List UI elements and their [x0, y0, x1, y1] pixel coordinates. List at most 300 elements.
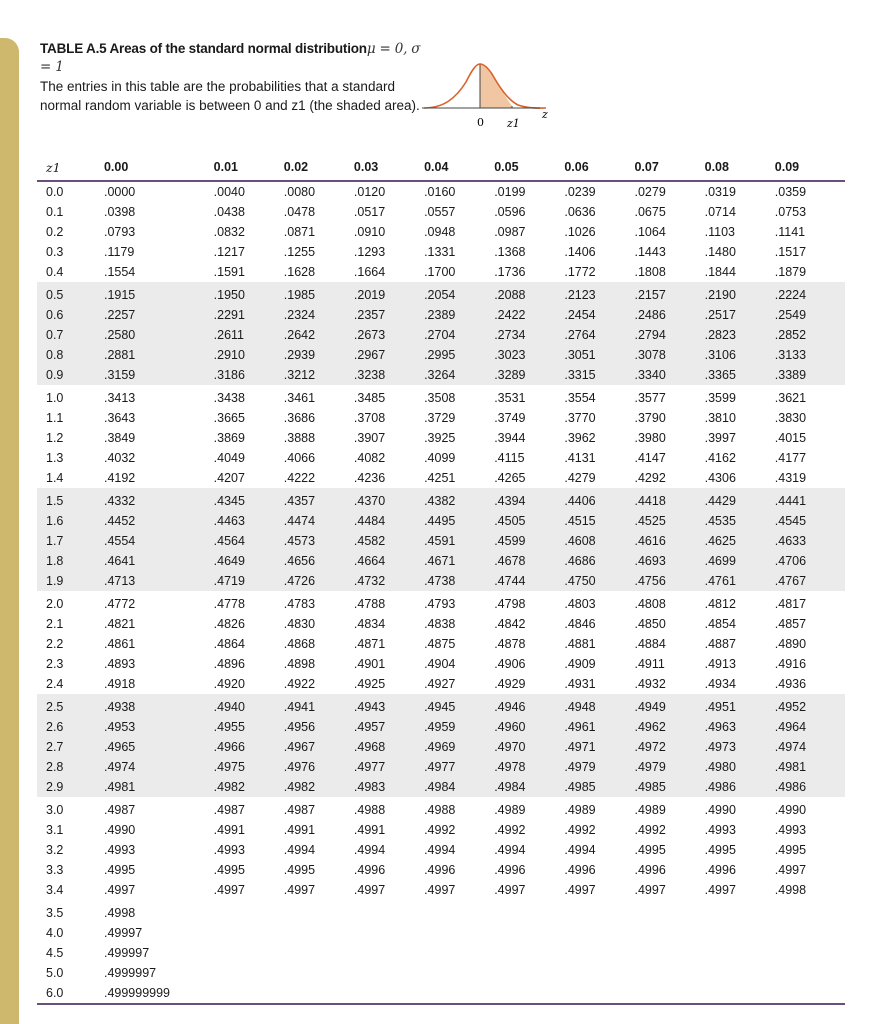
z-value-cell: 1.0	[46, 391, 64, 405]
probability-cell: .2611	[214, 325, 284, 345]
probability-cell	[634, 963, 704, 983]
probability-cell: .1915	[104, 282, 214, 305]
probability-cell: .4429	[705, 488, 775, 511]
header-z1: z1	[37, 154, 104, 181]
probability-cell: .4834	[353, 617, 386, 631]
probability-cell: .4995	[704, 843, 736, 857]
probability-cell	[214, 983, 284, 1004]
table-row	[37, 614, 845, 634]
table-row	[37, 448, 845, 468]
table-row	[37, 325, 845, 345]
probability-cell: .2422	[494, 305, 564, 325]
probability-cell: .4945	[424, 694, 494, 717]
probability-cell: .4394	[494, 488, 564, 511]
probability-cell: .4772	[103, 597, 136, 611]
standard-normal-table	[37, 154, 845, 1005]
probability-cell: .1141	[774, 225, 806, 239]
probability-cell: .0359	[774, 185, 807, 199]
probability-cell: .0199	[494, 185, 526, 199]
probability-cell: .1950	[214, 282, 284, 305]
probability-cell: .49997	[103, 926, 143, 940]
probability-cell: .4956	[284, 717, 354, 737]
probability-cell: .4980	[705, 757, 775, 777]
probability-cell: .2764	[564, 325, 634, 345]
table-row	[37, 923, 845, 943]
probability-cell: .2157	[634, 282, 704, 305]
shaded-area	[480, 64, 512, 108]
probability-cell: .2910	[214, 345, 284, 365]
probability-cell: .4319	[774, 471, 807, 485]
probability-cell: .4525	[634, 511, 704, 531]
table-row	[37, 571, 845, 591]
probability-cell: .1517	[774, 245, 807, 259]
probability-cell: .3212	[284, 365, 354, 385]
probability-cell: .4699	[705, 551, 775, 571]
probability-cell: .4582	[354, 531, 424, 551]
probability-cell: .0438	[213, 205, 245, 219]
header-col-0.02: 0.02	[284, 154, 354, 181]
probability-cell: .4901	[353, 657, 386, 671]
z-value-cell: 2.7	[37, 737, 104, 757]
probability-cell: .4996	[494, 863, 526, 877]
probability-cell: .4846	[564, 617, 596, 631]
z-value-cell: 1.1	[46, 411, 64, 425]
probability-cell: .4997	[704, 883, 736, 897]
probability-cell: .4981	[775, 757, 845, 777]
probability-cell: .4978	[494, 757, 564, 777]
probability-cell	[424, 963, 494, 983]
probability-cell: .4977	[424, 757, 494, 777]
table-row	[37, 591, 845, 614]
table-row	[37, 983, 845, 1004]
probability-cell: .4993	[774, 823, 807, 837]
probability-cell: .4591	[424, 531, 494, 551]
probability-cell: .4984	[494, 777, 564, 797]
z-value-cell: 3.2	[46, 843, 64, 857]
probability-cell: .4162	[704, 451, 736, 465]
probability-cell: .4977	[354, 757, 424, 777]
probability-cell: .4732	[354, 571, 424, 591]
probability-cell: .4990	[103, 823, 136, 837]
probability-cell: .3997	[704, 431, 736, 445]
probability-cell	[634, 900, 704, 923]
header-col-0.06: 0.06	[564, 154, 634, 181]
probability-cell: .4678	[494, 551, 564, 571]
probability-cell	[775, 943, 845, 963]
probability-cell: .4994	[424, 843, 456, 857]
probability-cell: .2852	[775, 325, 845, 345]
probability-cell: .4706	[775, 551, 845, 571]
probability-cell: .4979	[564, 757, 634, 777]
probability-cell: .1026	[564, 225, 596, 239]
probability-cell	[775, 923, 845, 943]
probability-cell: .1255	[283, 245, 316, 259]
header-col-0.08: 0.08	[705, 154, 775, 181]
probability-cell: .4973	[705, 737, 775, 757]
probability-cell: .4884	[634, 637, 666, 651]
probability-cell: .4998	[103, 906, 136, 920]
probability-cell: .4857	[774, 617, 807, 631]
z-value-cell: 4.0	[46, 926, 64, 940]
probability-cell: .4671	[424, 551, 494, 571]
probability-cell: .4147	[634, 451, 666, 465]
probability-cell: .4997	[634, 883, 666, 897]
table-row	[37, 511, 845, 531]
probability-cell	[775, 983, 845, 1004]
header-col-0.09: 0.09	[775, 154, 845, 181]
probability-cell: .4484	[354, 511, 424, 531]
probability-cell: .4878	[494, 637, 526, 651]
probability-cell: .4963	[705, 717, 775, 737]
probability-cell	[705, 983, 775, 1004]
probability-cell: .4726	[284, 571, 354, 591]
probability-cell: .4236	[353, 471, 386, 485]
probability-cell: .2019	[354, 282, 424, 305]
probability-cell	[354, 943, 424, 963]
probability-cell: .4964	[775, 717, 845, 737]
probability-cell	[494, 983, 564, 1004]
z-value-cell: 0.4	[46, 265, 64, 279]
probability-cell: .4995	[634, 843, 666, 857]
probability-cell: .4049	[213, 451, 245, 465]
probability-cell: .4993	[704, 823, 736, 837]
probability-cell: .3577	[634, 391, 666, 405]
table-row	[37, 385, 845, 408]
header-col-0.03: 0.03	[354, 154, 424, 181]
probability-cell: .4817	[774, 597, 807, 611]
probability-cell: .0398	[103, 205, 136, 219]
table-row	[37, 820, 845, 840]
probability-cell: .4994	[564, 843, 596, 857]
table-title: TABLE A.5 Areas of the standard normal distributionμ = 0, σ = 1	[40, 41, 421, 75]
probability-cell	[284, 983, 354, 1004]
probability-cell	[705, 963, 775, 983]
probability-cell: .2190	[705, 282, 775, 305]
probability-cell: .4761	[705, 571, 775, 591]
probability-cell: .4968	[354, 737, 424, 757]
probability-cell: .3962	[564, 431, 596, 445]
header-col-0.04: 0.04	[424, 154, 494, 181]
probability-cell: .1179	[103, 245, 135, 259]
probability-cell: .4909	[564, 657, 596, 671]
z-value-cell: 0.8	[37, 345, 104, 365]
probability-cell: .1406	[564, 245, 596, 259]
probability-cell: .0080	[283, 185, 316, 199]
probability-cell	[354, 900, 424, 923]
table-row	[37, 488, 845, 511]
probability-cell: .4599	[494, 531, 564, 551]
probability-cell	[214, 923, 284, 943]
probability-cell: .4463	[214, 511, 284, 531]
probability-cell: .3810	[704, 411, 736, 425]
probability-cell: .4979	[634, 757, 704, 777]
probability-cell: .4906	[494, 657, 526, 671]
z-value-cell: 1.6	[37, 511, 104, 531]
probability-cell: .4974	[775, 737, 845, 757]
probability-cell: .4987	[103, 803, 136, 817]
probability-cell: .4916	[774, 657, 807, 671]
z-value-cell: 3.0	[46, 803, 64, 817]
probability-cell: .3389	[775, 365, 845, 385]
probability-cell: .4783	[283, 597, 316, 611]
z-value-cell: 1.2	[46, 431, 64, 445]
probability-cell: .4767	[775, 571, 845, 591]
probability-cell: .2939	[284, 345, 354, 365]
probability-cell: .3051	[564, 345, 634, 365]
probability-cell: .4292	[634, 471, 666, 485]
probability-cell	[564, 983, 634, 1004]
probability-cell: .4997	[494, 883, 526, 897]
table-row	[37, 654, 845, 674]
probability-cell: .4495	[424, 511, 494, 531]
probability-cell: .4995	[103, 863, 136, 877]
probability-cell: .4868	[283, 637, 316, 651]
table-row	[37, 551, 845, 571]
probability-cell: .4854	[704, 617, 736, 631]
probability-cell	[424, 923, 494, 943]
z-value-cell: 5.0	[46, 966, 64, 980]
probability-cell: .4082	[353, 451, 386, 465]
z-value-cell: 3.4	[46, 883, 64, 897]
probability-cell	[214, 963, 284, 983]
probability-cell: .4032	[103, 451, 136, 465]
probability-cell: .3289	[494, 365, 564, 385]
probability-cell: .4934	[704, 677, 736, 691]
z-value-cell: 2.4	[46, 677, 64, 691]
probability-cell: .4370	[354, 488, 424, 511]
probability-cell: .3708	[353, 411, 386, 425]
probability-cell: .4986	[705, 777, 775, 797]
probability-cell: .3133	[775, 345, 845, 365]
probability-cell: .4982	[214, 777, 284, 797]
z-value-cell: 1.7	[37, 531, 104, 551]
probability-cell: .0239	[564, 185, 596, 199]
probability-cell: .3665	[213, 411, 245, 425]
probability-cell: .4177	[774, 451, 807, 465]
probability-cell: .2673	[354, 325, 424, 345]
probability-cell: .4713	[104, 571, 214, 591]
probability-cell: .2486	[634, 305, 704, 325]
probability-cell: .4929	[494, 677, 526, 691]
probability-cell: .4656	[284, 551, 354, 571]
probability-cell: .4952	[775, 694, 845, 717]
z-value-cell: 6.0	[37, 983, 104, 1004]
probability-cell	[354, 963, 424, 983]
probability-cell: .4938	[104, 694, 214, 717]
probability-cell: .1736	[494, 265, 526, 279]
probability-cell: .2995	[424, 345, 494, 365]
probability-cell: .4015	[774, 431, 807, 445]
probability-cell: .4955	[214, 717, 284, 737]
probability-cell: .1628	[283, 265, 316, 279]
z-value-cell: 2.0	[46, 597, 64, 611]
probability-cell	[214, 943, 284, 963]
probability-cell: .4995	[774, 843, 807, 857]
table-row	[37, 860, 845, 880]
probability-cell: .4994	[353, 843, 386, 857]
probability-cell: .0714	[704, 205, 736, 219]
probability-cell: .4985	[634, 777, 704, 797]
probability-cell: .1217	[213, 245, 245, 259]
probability-cell: .2704	[424, 325, 494, 345]
probability-cell: .4452	[104, 511, 214, 531]
probability-cell: .3023	[494, 345, 564, 365]
probability-cell: .4545	[775, 511, 845, 531]
probability-cell: .4991	[213, 823, 245, 837]
probability-cell: .4099	[424, 451, 456, 465]
probability-cell: .1985	[284, 282, 354, 305]
probability-cell: .4997	[774, 863, 807, 877]
probability-cell: .4940	[214, 694, 284, 717]
probability-cell: .499999999	[104, 983, 214, 1004]
probability-cell: .4826	[213, 617, 245, 631]
probability-cell	[494, 963, 564, 983]
probability-cell: .4991	[353, 823, 386, 837]
probability-cell: .4793	[424, 597, 456, 611]
probability-cell: .4441	[775, 488, 845, 511]
probability-cell: .4207	[213, 471, 245, 485]
table-description: The entries in this table are the probabilities that a standard normal random variable is between 0 and z1 (the shaded area).	[40, 79, 420, 113]
probability-cell	[284, 900, 354, 923]
probability-cell: .4778	[213, 597, 245, 611]
probability-cell: .2291	[214, 305, 284, 325]
probability-cell	[705, 923, 775, 943]
probability-cell: .4988	[353, 803, 386, 817]
probability-cell: .4893	[103, 657, 136, 671]
probability-cell: .4997	[424, 883, 456, 897]
z-value-cell: 0.3	[46, 245, 64, 259]
probability-cell: .4974	[104, 757, 214, 777]
probability-cell: .0675	[634, 205, 666, 219]
probability-cell: .3078	[634, 345, 704, 365]
z-value-cell: 0.6	[37, 305, 104, 325]
probability-cell	[705, 900, 775, 923]
probability-cell	[634, 943, 704, 963]
table-row	[37, 365, 845, 385]
probability-cell: .1700	[424, 265, 456, 279]
probability-cell: .4984	[424, 777, 494, 797]
probability-cell: .4738	[424, 571, 494, 591]
probability-cell: .4649	[214, 551, 284, 571]
probability-cell: .4744	[494, 571, 564, 591]
probability-cell: .2881	[104, 345, 214, 365]
probability-cell: .4890	[774, 637, 807, 651]
probability-cell: .4990	[774, 803, 807, 817]
probability-cell: .4946	[494, 694, 564, 717]
probability-cell: .3599	[704, 391, 736, 405]
probability-cell: .4406	[564, 488, 634, 511]
probability-cell: .4920	[213, 677, 245, 691]
table-row	[37, 797, 845, 820]
probability-cell: .4992	[634, 823, 666, 837]
probability-cell: .4986	[775, 777, 845, 797]
probability-cell	[705, 943, 775, 963]
probability-cell: .4936	[774, 677, 807, 691]
probability-cell: .4985	[564, 777, 634, 797]
probability-cell: .3315	[564, 365, 634, 385]
probability-cell: .2088	[494, 282, 564, 305]
table-row	[37, 694, 845, 717]
probability-cell: .2224	[775, 282, 845, 305]
z-value-cell: 2.5	[37, 694, 104, 717]
z-value-cell: 2.3	[46, 657, 64, 671]
table-row	[37, 943, 845, 963]
probability-cell	[494, 900, 564, 923]
probability-cell: .4756	[634, 571, 704, 591]
header-col-0.01: 0.01	[214, 154, 284, 181]
probability-cell: .3461	[283, 391, 316, 405]
probability-cell: .3264	[424, 365, 494, 385]
probability-cell: .0987	[494, 225, 526, 239]
probability-cell: .4989	[634, 803, 666, 817]
probability-cell: .3729	[424, 411, 456, 425]
probability-cell: .3770	[564, 411, 596, 425]
probability-cell: .3790	[634, 411, 666, 425]
probability-cell: .3554	[564, 391, 596, 405]
probability-cell: .4898	[283, 657, 316, 671]
probability-cell: .3106	[705, 345, 775, 365]
table-row	[37, 777, 845, 797]
probability-cell: .0160	[424, 185, 456, 199]
probability-cell: .3849	[103, 431, 136, 445]
probability-cell	[424, 983, 494, 1004]
table-row	[37, 282, 845, 305]
z1-label: z1	[507, 117, 520, 130]
probability-cell	[354, 923, 424, 943]
probability-cell: .1064	[634, 225, 666, 239]
probability-cell: .4808	[634, 597, 666, 611]
probability-cell: .4875	[424, 637, 456, 651]
probability-cell: .4719	[214, 571, 284, 591]
probability-cell: .4932	[634, 677, 666, 691]
table-row	[37, 840, 845, 860]
probability-cell: .2054	[424, 282, 494, 305]
probability-cell: .4992	[494, 823, 526, 837]
z-value-cell: 2.9	[37, 777, 104, 797]
probability-cell: .4418	[634, 488, 704, 511]
probability-cell: .4997	[213, 883, 245, 897]
table-row	[37, 963, 845, 983]
distribution-params: μ = 0, σ = 1	[40, 41, 421, 75]
probability-cell: .4941	[284, 694, 354, 717]
probability-cell: .4927	[424, 677, 456, 691]
normal-curve-figure	[422, 58, 562, 138]
probability-cell	[214, 900, 284, 923]
table-row	[37, 737, 845, 757]
probability-cell: .4608	[564, 531, 634, 551]
probability-cell: .4830	[283, 617, 316, 631]
probability-cell: .3830	[774, 411, 807, 425]
probability-cell: .3413	[103, 391, 136, 405]
table-row	[37, 345, 845, 365]
probability-cell	[564, 900, 634, 923]
probability-cell: .0478	[283, 205, 316, 219]
probability-cell: .0753	[774, 205, 807, 219]
probability-cell: .4664	[354, 551, 424, 571]
probability-cell: .1443	[634, 245, 666, 259]
probability-cell: .3186	[214, 365, 284, 385]
probability-cell: .4998	[774, 883, 807, 897]
z-value-cell: 0.0	[46, 185, 64, 199]
probability-cell	[634, 923, 704, 943]
probability-cell: .1331	[424, 245, 456, 259]
probability-cell	[564, 923, 634, 943]
probability-cell	[564, 943, 634, 963]
probability-cell: .4251	[424, 471, 456, 485]
probability-cell: .0793	[103, 225, 136, 239]
probability-cell: .4993	[103, 843, 136, 857]
page-edge-tab	[0, 38, 19, 1024]
